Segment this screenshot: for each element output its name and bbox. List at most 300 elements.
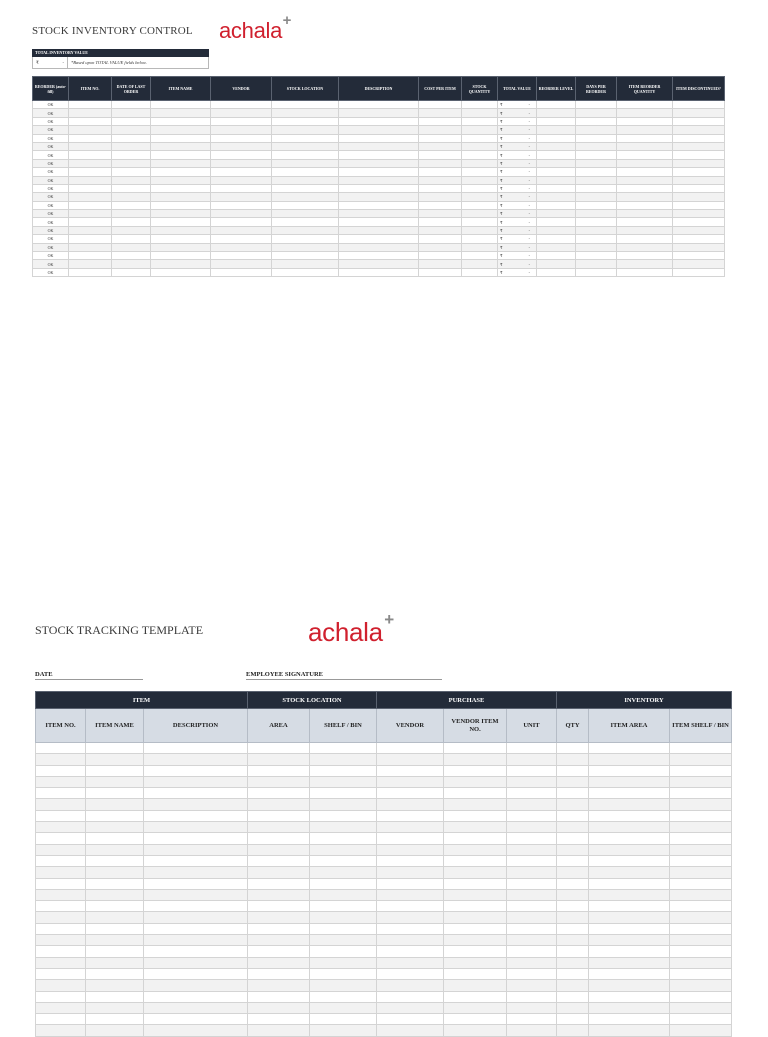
table-cell[interactable] [537,235,576,243]
table-cell[interactable] [211,193,272,201]
table-cell[interactable] [339,243,419,251]
table-cell[interactable] [69,142,112,150]
table-cell[interactable] [419,260,462,268]
table-cell[interactable] [507,889,557,900]
table-cell[interactable] [444,946,507,957]
table-cell[interactable] [589,754,670,765]
employee-signature-field[interactable] [246,679,442,680]
table-cell[interactable] [377,776,444,787]
table-cell[interactable] [537,243,576,251]
table-cell[interactable] [377,867,444,878]
table-cell[interactable] [310,991,377,1002]
table-cell[interactable] [576,218,617,226]
table-cell[interactable] [69,117,112,125]
table-cell[interactable] [69,101,112,109]
table-cell[interactable] [248,867,310,878]
table-cell[interactable] [444,833,507,844]
table-cell[interactable] [310,1025,377,1036]
table-cell[interactable] [272,151,339,159]
table-cell[interactable] [507,946,557,957]
table-cell[interactable] [617,159,673,167]
table-cell[interactable] [537,226,576,234]
table-cell[interactable] [86,980,144,991]
table-cell[interactable] [310,946,377,957]
table-cell[interactable] [36,754,86,765]
table-cell[interactable] [144,754,248,765]
table-cell[interactable] [211,243,272,251]
table-cell[interactable] [248,968,310,979]
table-cell[interactable] [310,844,377,855]
table-cell[interactable] [211,134,272,142]
table-cell[interactable] [151,126,211,134]
table-cell[interactable] [211,210,272,218]
table-cell[interactable] [151,101,211,109]
table-cell[interactable] [248,799,310,810]
table-cell[interactable] [617,151,673,159]
table-cell[interactable] [673,176,725,184]
table-cell[interactable] [151,117,211,125]
table-cell[interactable] [557,867,589,878]
table-cell[interactable] [444,1014,507,1025]
table-cell[interactable] [69,210,112,218]
table-cell[interactable] [444,788,507,799]
table-cell[interactable] [507,980,557,991]
table-cell[interactable] [419,109,462,117]
table-cell[interactable] [339,151,419,159]
table-cell[interactable] [557,743,589,754]
table-cell[interactable] [69,268,112,276]
table-cell[interactable] [617,268,673,276]
table-cell[interactable] [377,889,444,900]
table-cell[interactable] [144,765,248,776]
table-cell[interactable] [507,1025,557,1036]
table-cell[interactable] [144,923,248,934]
table-cell[interactable] [144,878,248,889]
table-cell[interactable] [576,117,617,125]
table-cell[interactable] [144,946,248,957]
table-cell[interactable] [673,243,725,251]
table-cell[interactable] [211,101,272,109]
table-cell[interactable] [444,844,507,855]
table-cell[interactable] [557,776,589,787]
table-cell[interactable] [248,765,310,776]
table-cell[interactable] [576,101,617,109]
table-cell[interactable] [419,176,462,184]
table-cell[interactable] [310,878,377,889]
table-cell[interactable] [507,844,557,855]
table-cell[interactable] [670,833,732,844]
table-cell[interactable] [576,126,617,134]
table-cell[interactable] [419,168,462,176]
table-cell[interactable] [86,810,144,821]
table-cell[interactable] [86,923,144,934]
table-cell[interactable] [444,1025,507,1036]
table-cell[interactable] [673,193,725,201]
table-cell[interactable] [151,176,211,184]
table-cell[interactable] [36,765,86,776]
table-cell[interactable] [86,935,144,946]
table-cell[interactable] [377,935,444,946]
table-cell[interactable] [248,810,310,821]
table-cell[interactable] [151,159,211,167]
table-cell[interactable] [272,260,339,268]
table-cell[interactable] [144,1025,248,1036]
table-cell[interactable] [507,957,557,968]
table-cell[interactable] [670,980,732,991]
table-cell[interactable] [462,235,498,243]
table-cell[interactable] [670,923,732,934]
table-cell[interactable] [377,833,444,844]
table-cell[interactable] [670,912,732,923]
table-cell[interactable] [248,878,310,889]
table-cell[interactable] [377,754,444,765]
table-cell[interactable] [673,260,725,268]
table-cell[interactable] [537,201,576,209]
table-cell[interactable] [211,159,272,167]
table-cell[interactable] [248,912,310,923]
table-cell[interactable] [462,226,498,234]
table-cell[interactable] [670,754,732,765]
table-cell[interactable] [211,226,272,234]
table-cell[interactable] [557,1014,589,1025]
table-cell[interactable] [248,957,310,968]
table-cell[interactable] [673,134,725,142]
table-cell[interactable] [86,1014,144,1025]
table-cell[interactable] [112,243,151,251]
table-cell[interactable] [112,226,151,234]
table-cell[interactable] [419,126,462,134]
table-cell[interactable] [272,159,339,167]
table-cell[interactable] [537,142,576,150]
table-cell[interactable] [310,889,377,900]
table-cell[interactable] [507,788,557,799]
table-cell[interactable] [576,168,617,176]
table-cell[interactable] [419,151,462,159]
table-cell[interactable] [444,889,507,900]
table-cell[interactable] [144,844,248,855]
table-cell[interactable] [419,193,462,201]
table-cell[interactable] [557,799,589,810]
table-cell[interactable] [248,901,310,912]
table-cell[interactable] [36,743,86,754]
table-cell[interactable] [507,810,557,821]
table-cell[interactable] [86,799,144,810]
table-cell[interactable] [444,935,507,946]
table-cell[interactable] [86,968,144,979]
table-cell[interactable] [617,218,673,226]
table-cell[interactable] [589,935,670,946]
table-cell[interactable] [112,176,151,184]
table-cell[interactable] [248,776,310,787]
table-cell[interactable] [69,226,112,234]
table-cell[interactable] [589,810,670,821]
table-cell[interactable] [248,1002,310,1013]
table-cell[interactable] [537,252,576,260]
table-cell[interactable] [444,901,507,912]
table-cell[interactable] [248,855,310,866]
table-cell[interactable] [617,201,673,209]
table-cell[interactable] [36,912,86,923]
table-cell[interactable] [673,268,725,276]
table-cell[interactable] [211,109,272,117]
table-cell[interactable] [112,201,151,209]
table-cell[interactable] [589,957,670,968]
table-cell[interactable] [248,980,310,991]
table-cell[interactable] [617,226,673,234]
table-cell[interactable] [589,1025,670,1036]
table-cell[interactable] [617,210,673,218]
table-cell[interactable] [144,980,248,991]
table-cell[interactable] [144,912,248,923]
table-cell[interactable] [670,765,732,776]
table-cell[interactable] [444,754,507,765]
table-cell[interactable] [86,776,144,787]
table-cell[interactable] [557,810,589,821]
table-cell[interactable] [537,218,576,226]
table-cell[interactable] [310,776,377,787]
table-cell[interactable] [377,923,444,934]
table-cell[interactable] [272,201,339,209]
table-cell[interactable] [670,799,732,810]
table-cell[interactable] [151,109,211,117]
table-cell[interactable] [589,923,670,934]
table-cell[interactable] [557,754,589,765]
table-cell[interactable] [69,235,112,243]
table-cell[interactable] [377,1025,444,1036]
table-cell[interactable] [617,260,673,268]
table-cell[interactable] [86,946,144,957]
table-cell[interactable] [377,799,444,810]
table-cell[interactable] [589,743,670,754]
table-cell[interactable] [144,810,248,821]
table-cell[interactable] [576,151,617,159]
table-cell[interactable] [589,867,670,878]
table-cell[interactable] [272,193,339,201]
table-cell[interactable] [444,776,507,787]
table-cell[interactable] [673,252,725,260]
table-cell[interactable] [617,176,673,184]
table-cell[interactable] [617,243,673,251]
table-cell[interactable] [537,101,576,109]
table-cell[interactable] [112,151,151,159]
table-cell[interactable] [272,210,339,218]
table-cell[interactable] [507,935,557,946]
table-cell[interactable] [537,168,576,176]
table-cell[interactable] [310,799,377,810]
table-cell[interactable] [419,142,462,150]
table-cell[interactable] [557,946,589,957]
table-cell[interactable] [272,268,339,276]
table-cell[interactable] [86,855,144,866]
table-cell[interactable] [557,878,589,889]
table-cell[interactable] [589,878,670,889]
table-cell[interactable] [670,946,732,957]
table-cell[interactable] [377,810,444,821]
table-cell[interactable] [670,788,732,799]
table-cell[interactable] [576,252,617,260]
table-cell[interactable] [377,822,444,833]
table-cell[interactable] [589,765,670,776]
table-cell[interactable] [248,1025,310,1036]
table-cell[interactable] [86,867,144,878]
table-cell[interactable] [576,268,617,276]
table-cell[interactable] [537,109,576,117]
table-cell[interactable] [144,957,248,968]
table-cell[interactable] [151,142,211,150]
table-cell[interactable] [557,889,589,900]
table-cell[interactable] [444,957,507,968]
table-cell[interactable] [339,101,419,109]
table-cell[interactable] [310,957,377,968]
table-cell[interactable] [462,201,498,209]
table-cell[interactable] [589,822,670,833]
table-cell[interactable] [670,1002,732,1013]
table-cell[interactable] [462,268,498,276]
table-cell[interactable] [576,159,617,167]
table-cell[interactable] [144,889,248,900]
table-cell[interactable] [36,878,86,889]
table-cell[interactable] [86,833,144,844]
table-cell[interactable] [339,260,419,268]
table-cell[interactable] [310,765,377,776]
table-cell[interactable] [589,855,670,866]
table-cell[interactable] [537,159,576,167]
table-cell[interactable] [69,252,112,260]
table-cell[interactable] [507,743,557,754]
table-cell[interactable] [537,126,576,134]
table-cell[interactable] [557,923,589,934]
table-cell[interactable] [310,855,377,866]
table-cell[interactable] [462,210,498,218]
table-cell[interactable] [462,252,498,260]
table-cell[interactable] [537,184,576,192]
table-cell[interactable] [272,142,339,150]
table-cell[interactable] [211,184,272,192]
table-cell[interactable] [248,833,310,844]
table-cell[interactable] [211,268,272,276]
table-cell[interactable] [419,159,462,167]
table-cell[interactable] [36,946,86,957]
table-cell[interactable] [112,252,151,260]
table-cell[interactable] [589,1014,670,1025]
table-cell[interactable] [86,889,144,900]
table-cell[interactable] [272,184,339,192]
table-cell[interactable] [557,1002,589,1013]
table-cell[interactable] [617,184,673,192]
table-cell[interactable] [557,765,589,776]
table-cell[interactable] [589,889,670,900]
table-cell[interactable] [377,855,444,866]
table-cell[interactable] [248,946,310,957]
table-cell[interactable] [462,193,498,201]
table-cell[interactable] [507,912,557,923]
table-cell[interactable] [310,788,377,799]
table-cell[interactable] [670,901,732,912]
table-cell[interactable] [272,101,339,109]
table-cell[interactable] [537,176,576,184]
table-cell[interactable] [670,957,732,968]
table-cell[interactable] [419,134,462,142]
table-cell[interactable] [419,226,462,234]
table-cell[interactable] [507,855,557,866]
table-cell[interactable] [507,878,557,889]
table-cell[interactable] [248,822,310,833]
table-cell[interactable] [589,799,670,810]
table-cell[interactable] [377,743,444,754]
table-cell[interactable] [36,799,86,810]
table-cell[interactable] [112,159,151,167]
table-cell[interactable] [673,101,725,109]
table-cell[interactable] [36,844,86,855]
table-cell[interactable] [86,1025,144,1036]
table-cell[interactable] [589,946,670,957]
table-cell[interactable] [112,260,151,268]
table-cell[interactable] [69,243,112,251]
table-cell[interactable] [339,193,419,201]
table-cell[interactable] [144,822,248,833]
table-cell[interactable] [144,833,248,844]
table-cell[interactable] [151,134,211,142]
table-cell[interactable] [557,833,589,844]
table-cell[interactable] [248,991,310,1002]
table-cell[interactable] [589,833,670,844]
table-cell[interactable] [112,210,151,218]
table-cell[interactable] [507,991,557,1002]
table-cell[interactable] [419,201,462,209]
table-cell[interactable] [36,935,86,946]
table-cell[interactable] [576,210,617,218]
table-cell[interactable] [419,235,462,243]
table-cell[interactable] [617,101,673,109]
table-cell[interactable] [339,235,419,243]
table-cell[interactable] [576,193,617,201]
table-cell[interactable] [576,176,617,184]
table-cell[interactable] [419,117,462,125]
table-cell[interactable] [670,844,732,855]
table-cell[interactable] [69,134,112,142]
table-cell[interactable] [339,134,419,142]
table-cell[interactable] [151,184,211,192]
table-cell[interactable] [211,201,272,209]
table-cell[interactable] [144,855,248,866]
table-cell[interactable] [144,799,248,810]
table-cell[interactable] [272,235,339,243]
table-cell[interactable] [462,109,498,117]
table-cell[interactable] [310,754,377,765]
table-cell[interactable] [211,176,272,184]
table-cell[interactable] [507,799,557,810]
table-cell[interactable] [589,844,670,855]
table-cell[interactable] [339,252,419,260]
table-cell[interactable] [444,991,507,1002]
table-cell[interactable] [112,134,151,142]
table-cell[interactable] [36,822,86,833]
table-cell[interactable] [69,193,112,201]
table-cell[interactable] [339,184,419,192]
table-cell[interactable] [444,923,507,934]
table-cell[interactable] [69,168,112,176]
table-cell[interactable] [69,176,112,184]
table-cell[interactable] [377,901,444,912]
table-cell[interactable] [151,252,211,260]
table-cell[interactable] [144,788,248,799]
table-cell[interactable] [310,822,377,833]
table-cell[interactable] [36,980,86,991]
table-cell[interactable] [507,901,557,912]
table-cell[interactable] [537,151,576,159]
table-cell[interactable] [144,776,248,787]
table-cell[interactable] [36,957,86,968]
